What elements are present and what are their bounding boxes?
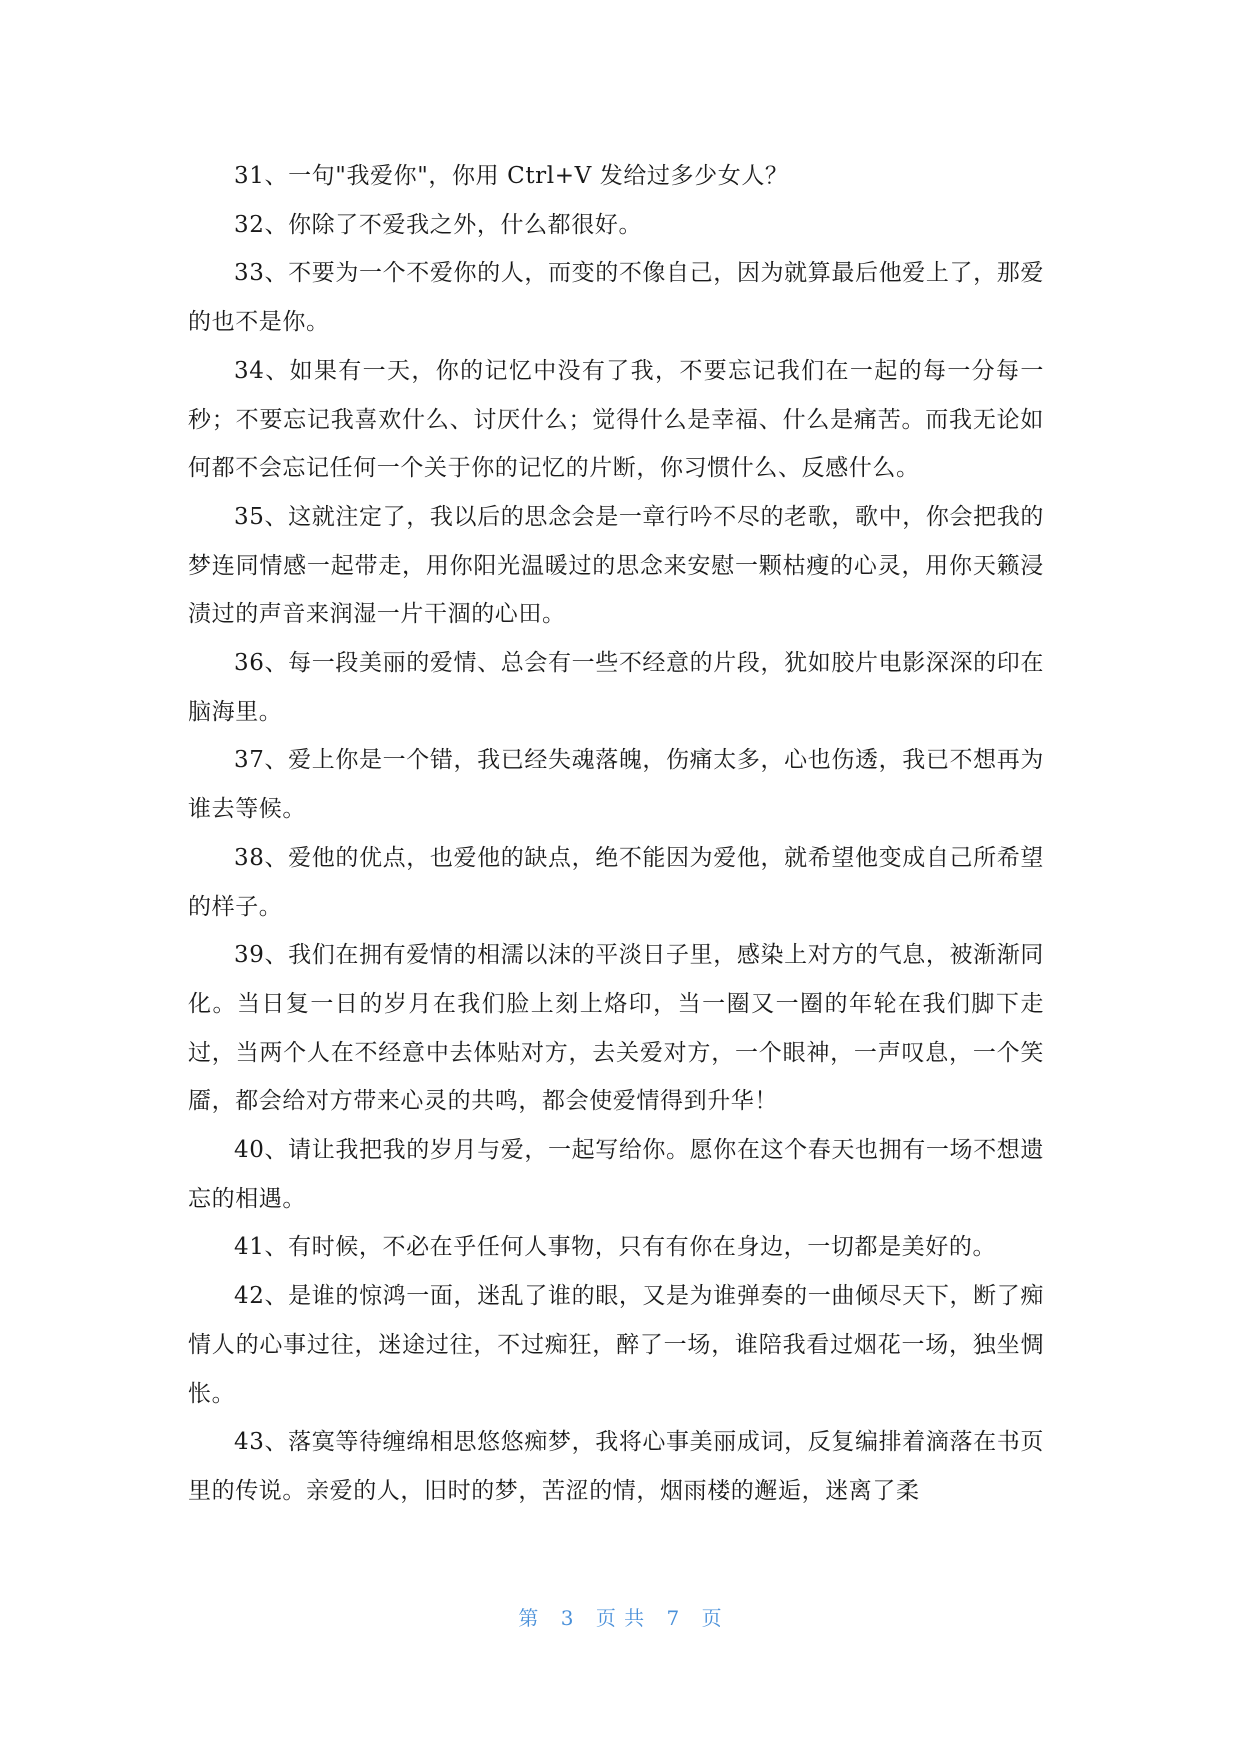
paragraph-34: 34、如果有一天，你的记忆中没有了我，不要忘记我们在一起的每一分每一秒；不要忘记我喜欢什么、讨厌什么；觉得什么是幸福、什么是痛苦。而我无论如何都不会忘记任何一个关于你的记忆的片断，你习惯什么、反感什么。 [188,357,1044,482]
paragraph-40: 40、请让我把我的岁月与爱，一起写给你。愿你在这个春天也拥有一场不想遗忘的相遇。 [188,1137,1044,1212]
footer-label-page: 第 [518,1606,540,1630]
paragraph-32: 32、你除了不爱我之外，什么都很好。 [234,211,643,238]
paragraph-35: 35、这就注定了，我以后的思念会是一章行吟不尽的老歌，歌中，你会把我的梦连同情感一起带走，用你阳光温暖过的思念来安慰一颗枯瘦的心灵，用你天籁浸渍过的声音来润湿一片干涸的心田。 [188,503,1044,628]
footer-label-of: 页 共 [595,1606,646,1630]
footer-total-pages: 7 [666,1606,681,1630]
paragraph-41: 41、有时候，不必在乎任何人事物，只有有你在身边，一切都是美好的。 [234,1234,997,1261]
paragraph-36: 36、每一段美丽的爱情、总会有一些不经意的片段，犹如胶片电影深深的印在脑海里。 [188,650,1044,725]
paragraph-37: 37、爱上你是一个错，我已经失魂落魄，伤痛太多，心也伤透，我已不想再为谁去等候。 [188,747,1044,823]
page-footer [0,1602,1241,1631]
paragraph-38: 38、爱他的优点，也爱他的缺点，绝不能因为爱他，就希望他变成自己所希望的样子。 [188,844,1044,920]
footer-label-end: 页 [701,1606,723,1630]
document-body [188,152,1044,1516]
footer-current-page: 3 [560,1606,575,1630]
paragraph-42: 42、是谁的惊鸿一面，迷乱了谁的眼，又是为谁弹奏的一曲倾尽天下，断了痴情人的心事过往，迷途过往，不过痴狂，醉了一场，谁陪我看过烟花一场，独坐惆怅。 [188,1283,1044,1407]
paragraph-31: 31、一句"我爱你"，你用 Ctrl+V 发给过多少女人？ [234,163,789,189]
paragraph-39: 39、我们在拥有爱情的相濡以沫的平淡日子里，感染上对方的气息，被渐渐同化。当日复一日的岁月在我们脸上刻上烙印，当一圈又一圈的年轮在我们脚下走过，当两个人在不经意中去体贴对方，去关爱对方，一个眼神，一声叹息，一个笑靥，都会给对方带来心灵的共鸣，都会使爱情得到升华！ [188,942,1044,1115]
paragraph-33: 33、不要为一个不爱你的人，而变的不像自己，因为就算最后他爱上了，那爱的也不是你。 [188,260,1044,336]
paragraph-43: 43、落寞等待缠绵相思悠悠痴梦，我将心事美丽成词，反复编排着滴落在书页里的传说。亲爱的人，旧时的梦，苦涩的情，烟雨楼的邂逅，迷离了柔 [188,1429,1044,1504]
